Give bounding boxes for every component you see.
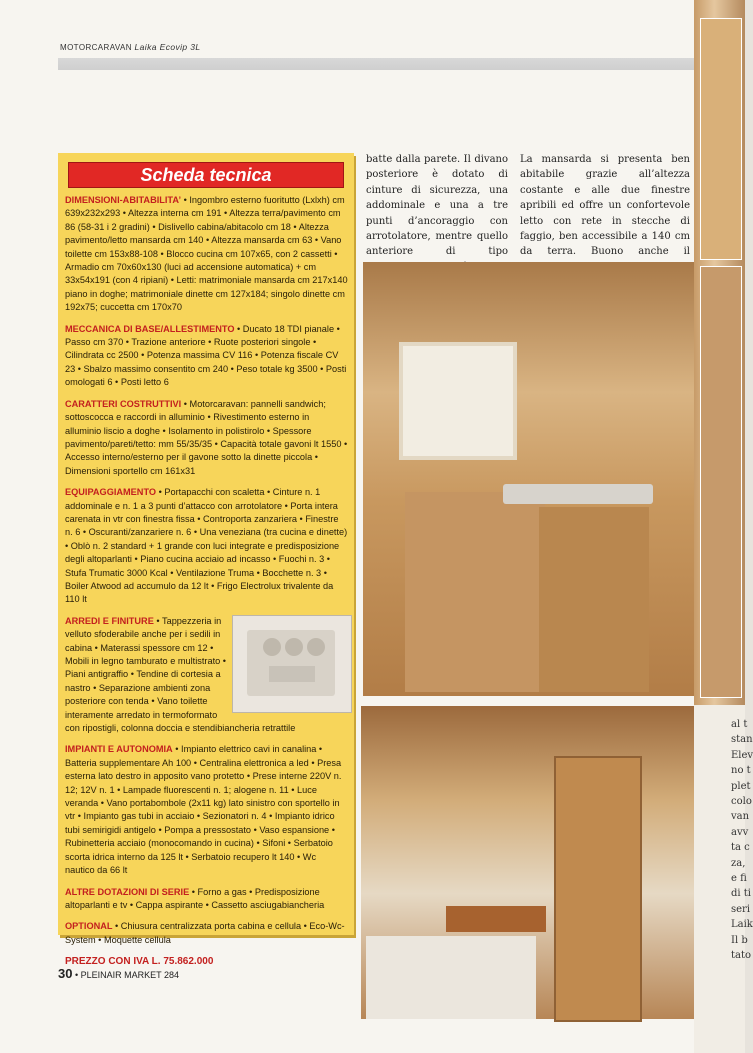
spec-heading: ALTRE DOTAZIONI DI SERIE [65, 886, 190, 897]
spec-heading: DIMENSIONI-ABITABILITA’ [65, 195, 182, 205]
text-fragment: stan [731, 734, 753, 746]
text-fragment: plet [731, 780, 751, 792]
photo-table [446, 906, 546, 932]
text-fragment: no t [731, 765, 751, 777]
spec-text: • Motorcaravan: pannelli sandwich; sottoscocca e raccordi in alluminio • Rivestimento esterno in alluminio liscio a doghe • Isolamento in polistirolo • Spessore pavimento/pareti/tetto: mm 55/35/35 • Capacità totale gavoni lt 1550 • Accesso interno/esterno per il gavone sotto la dinette piccola • Dimensioni sportello cm 161x31 [65, 398, 348, 476]
photo-cabinet [405, 492, 545, 692]
spec-text: • Chiusura centralizzata porta cabina e cellula • Eco-Wc-System • Moquette cellula [65, 921, 345, 945]
facing-page-edge [694, 0, 753, 1053]
publication-name: PLEINAIR MARKET 284 [80, 970, 180, 980]
photo-seat [366, 936, 536, 1019]
spec-text: • Forno a gas • Predisposizione altoparlanti e tv • Cappa aspirante • Cassetto asciugabiancheria [65, 886, 325, 910]
price: PREZZO CON IVA L. 75.862.000 [65, 956, 214, 968]
running-head [60, 42, 201, 52]
facing-photo [700, 266, 742, 698]
text-fragment: tato [731, 950, 752, 962]
spec-body [58, 194, 354, 969]
spec-section [65, 398, 348, 478]
text-fragment: Laik [731, 919, 753, 931]
spec-heading: CARATTERI COSTRUTTIVI [65, 398, 182, 409]
control-display [269, 666, 315, 682]
spec-heading: OPTIONAL [65, 921, 113, 932]
control-knob [263, 638, 281, 656]
spec-section [65, 920, 348, 947]
spec-section [65, 886, 348, 913]
text-fragment: van [731, 811, 750, 823]
interior-photo-dinette [361, 706, 694, 1019]
control-knob [285, 638, 303, 656]
spec-heading: IMPIANTI E AUTONOMIA [65, 744, 173, 755]
spec-heading: EQUIPAGGIAMENTO [65, 487, 157, 498]
spec-section [65, 615, 348, 736]
text-fragment: za, [731, 857, 746, 869]
photo-cabinet [539, 507, 649, 692]
magazine-section: MOTORCARAVAN [60, 43, 132, 52]
spec-text: • Ingombro esterno fuoritutto (Lxlxh) cm 639x232x293 • Altezza interna cm 191 • Altezza terra/pavimento cm 86 (58-31 i 2 gradini) • Dislivello cabina/abitacolo cm 18 • Altezza pavimento/letto mansarda cm 140 • Altezza mansarda cm 63 • Vano toilette cm 153x88-108 • Blocco cucina cm 107x65, con 2 cassetti • Armadio cm 70x60x130 (luci ad accensione automatica) + cm 33x54x191 (con 4 ripiani) • Letti: matrimoniale mansarda cm 217x140 piano in doghe; matrimoniale dinette cm 127x184; singolo dinette cm 192x75; cuccetta cm 170x70 [65, 195, 348, 313]
vehicle-model: Laika Ecovip 3L [134, 42, 201, 52]
photo-window [399, 342, 517, 460]
spec-text: • Impianto elettrico cavi in canalina • Batteria supplementare Ah 100 • Centralina elettronica a led • Presa esterna lato destro in apposito vano protetto • Prese interne 220V n. 12; 12V n. 1 • Lampade fluorescenti n. 1; alogene n. 11 • Luce veranda • Vano portabombole (2x11 kg) lato sinistro con sportello in vtr • Impianto gas tubi in acciaio • Sezionatori n. 4 • Impianto idrico tubi semirigidi antigelo • Pompa a pressostato • Vaso espansione • Rubinetteria acciaio (monocomando in cucina) • Sifoni • Serbatoio scorta idrica interno da 125 lt • Serbatoio recupero lt 140 • Wc nautico da 66 lt [65, 744, 342, 876]
photo-counter [503, 484, 653, 504]
spec-title: Scheda tecnica [68, 162, 344, 188]
article-paragraph: La mansarda si presenta ben abitabile grazie all’altezza costante e alle due finestre apribili ed offre un confortevole letto con rete in stecche di faggio, ben accessibile a 140 cm da terra. Buono anche il [520, 154, 690, 258]
text-fragment: colo [731, 796, 752, 808]
spec-section [65, 323, 348, 390]
spec-heading: ARREDI E FINITURE [65, 615, 154, 626]
page-footer [58, 966, 179, 981]
spec-box [58, 153, 354, 968]
article-paragraph: batte dalla parete. Il divano posteriore è dotato di cinture di sicurezza, una addominale e una a tre punti d’ancoraggio con arrotolatore, mentre quello anteriore di tipo [366, 154, 508, 258]
control-panel-photo [232, 615, 352, 713]
spec-section [65, 486, 348, 607]
text-fragment: Elev [731, 749, 753, 761]
header-rule [58, 58, 694, 70]
text-fragment: avv [731, 826, 749, 838]
footer-bullet: • [74, 970, 79, 980]
facing-photo [700, 18, 742, 260]
text-fragment: Il b [731, 934, 748, 946]
spec-text: • Tappezzeria in velluto sfoderabile anche per i sedili in cabina • Materassi spessore cm 12 • Mobili in legno tamburato e multistrato • Piani antigraffio • Tendine di cortesia a nastro • Separazione ambienti zona posteriore con tenda • Vano toilette interamente arredato in termoformato con ripostigli, colonna doccia e stendibiancheria retrattile [65, 615, 296, 734]
facing-text [694, 705, 753, 1053]
spec-section [65, 743, 348, 877]
text-fragment: di ti [731, 888, 751, 900]
photo-door [554, 756, 642, 1022]
interior-photo-kitchen [363, 262, 694, 696]
spec-heading: MECCANICA DI BASE/ALLESTIMENTO [65, 323, 235, 334]
page-number: 30 [58, 966, 73, 981]
spec-section [65, 194, 348, 315]
spec-text: • Portapacchi con scaletta • Cinture n. 1 addominale e n. 1 a 3 punti d’attacco con arrotolatore • Porta intera carenata in vtr con finestra fissa • Controporta zanzariera • Finestre n. 6 • Oscuranti/zanzariere n. 6 • Una veneziana (tra cucina e dinette) • Oblò n. 2 standard + 1 grande con luci integrate e predisposizione degli altoparlanti • Piano cucina acciaio ad incasso • Fuochi n. 3 • Stufa Trumatic 3000 Kcal • Ventilazione Truma • Bocchette n. 3 • Boiler Atwood ad accumulo da 12 lt • Frigo Electrolux trivalente da 110 lt [65, 487, 348, 605]
text-fragment: al t [731, 719, 748, 730]
spec-text: • Ducato 18 TDI pianale • Passo cm 370 • Trazione anteriore • Ruote posteriori singole • Cilindrata cc 2500 • Potenza massima CV 116 • Potenza fiscale CV 23 • Sbalzo massimo consentito cm 240 • Peso totale kg 3500 • Posti omologati 6 • Posti letto 6 [65, 323, 347, 388]
text-fragment: ta c [731, 842, 750, 854]
control-knob [307, 638, 325, 656]
text-fragment: e fi [731, 873, 747, 885]
text-fragment: seri [731, 903, 751, 915]
